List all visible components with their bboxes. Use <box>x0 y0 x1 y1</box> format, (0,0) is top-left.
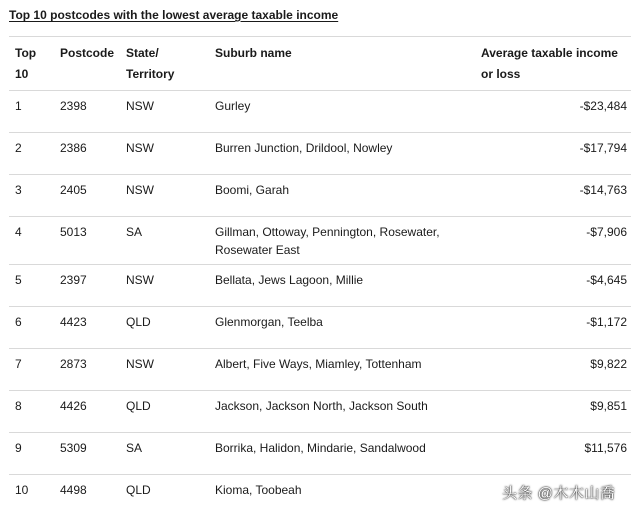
cell-state: QLD <box>126 315 151 329</box>
row-divider <box>9 390 631 391</box>
row-divider <box>9 132 631 133</box>
row-divider <box>9 474 631 475</box>
header-state: State/ Territory <box>126 46 175 81</box>
cell-postcode: 4426 <box>60 399 87 413</box>
cell-suburb: Borrika, Halidon, Mindarie, Sandalwood <box>215 441 426 455</box>
cell-rank: 7 <box>15 357 22 371</box>
cell-state: QLD <box>126 483 151 497</box>
cell-income: -$14,763 <box>579 183 627 197</box>
cell-rank: 1 <box>15 99 22 113</box>
table-title: Top 10 postcodes with the lowest average taxable income <box>9 8 339 22</box>
row-divider <box>9 174 631 175</box>
cell-income: -$17,794 <box>579 141 627 155</box>
row-divider <box>9 432 631 433</box>
divider <box>9 36 631 37</box>
cell-rank: 8 <box>15 399 22 413</box>
cell-rank: 10 <box>15 483 29 497</box>
header-suburb: Suburb name <box>215 46 292 60</box>
cell-suburb: Boomi, Garah <box>215 183 290 197</box>
cell-income: $11,576 <box>584 441 627 455</box>
cell-rank: 5 <box>15 273 22 287</box>
row-divider <box>9 90 631 91</box>
cell-postcode: 2398 <box>60 99 87 113</box>
cell-suburb: Gillman, Ottoway, Pennington, Rosewater, Rosewater East <box>215 225 440 257</box>
cell-suburb: Glenmorgan, Teelba <box>215 315 323 329</box>
cell-postcode: 2405 <box>60 183 87 197</box>
header-income: Average taxable income or loss <box>481 46 618 81</box>
cell-rank: 9 <box>15 441 22 455</box>
cell-rank: 3 <box>15 183 22 197</box>
cell-postcode: 2386 <box>60 141 87 155</box>
cell-postcode: 2397 <box>60 273 87 287</box>
cell-suburb: Kioma, Toobeah <box>215 483 302 497</box>
row-divider <box>9 216 631 217</box>
cell-postcode: 5309 <box>60 441 87 455</box>
cell-suburb: Jackson, Jackson North, Jackson South <box>215 399 428 413</box>
cell-income: $9,851 <box>590 399 627 413</box>
cell-postcode: 2873 <box>60 357 87 371</box>
cell-income: -$4,645 <box>586 273 627 287</box>
cell-rank: 4 <box>15 225 22 239</box>
header-postcode: Postcode <box>60 46 115 60</box>
cell-state: NSW <box>126 141 154 155</box>
cell-suburb: Gurley <box>215 99 251 113</box>
cell-state: QLD <box>126 399 151 413</box>
cell-income: -$7,906 <box>586 225 627 239</box>
cell-postcode: 5013 <box>60 225 87 239</box>
cell-rank: 2 <box>15 141 22 155</box>
cell-state: SA <box>126 225 143 239</box>
cell-state: NSW <box>126 183 154 197</box>
row-divider <box>9 348 631 349</box>
cell-suburb: Burren Junction, Drildool, Nowley <box>215 141 393 155</box>
watermark: 头条 @木木山喬 <box>502 485 616 502</box>
cell-income: -$23,484 <box>579 99 627 113</box>
cell-state: NSW <box>126 99 154 113</box>
cell-suburb: Albert, Five Ways, Miamley, Tottenham <box>215 357 422 371</box>
cell-suburb: Bellata, Jews Lagoon, Millie <box>215 273 364 287</box>
cell-postcode: 4423 <box>60 315 87 329</box>
cell-income: $9,822 <box>590 357 627 371</box>
cell-state: NSW <box>126 357 154 371</box>
cell-state: SA <box>126 441 143 455</box>
cell-state: NSW <box>126 273 154 287</box>
row-divider <box>9 264 631 265</box>
header-rank: Top 10 <box>15 46 37 81</box>
cell-income: -$1,172 <box>586 315 627 329</box>
row-divider <box>9 306 631 307</box>
cell-postcode: 4498 <box>60 483 87 497</box>
cell-rank: 6 <box>15 315 22 329</box>
